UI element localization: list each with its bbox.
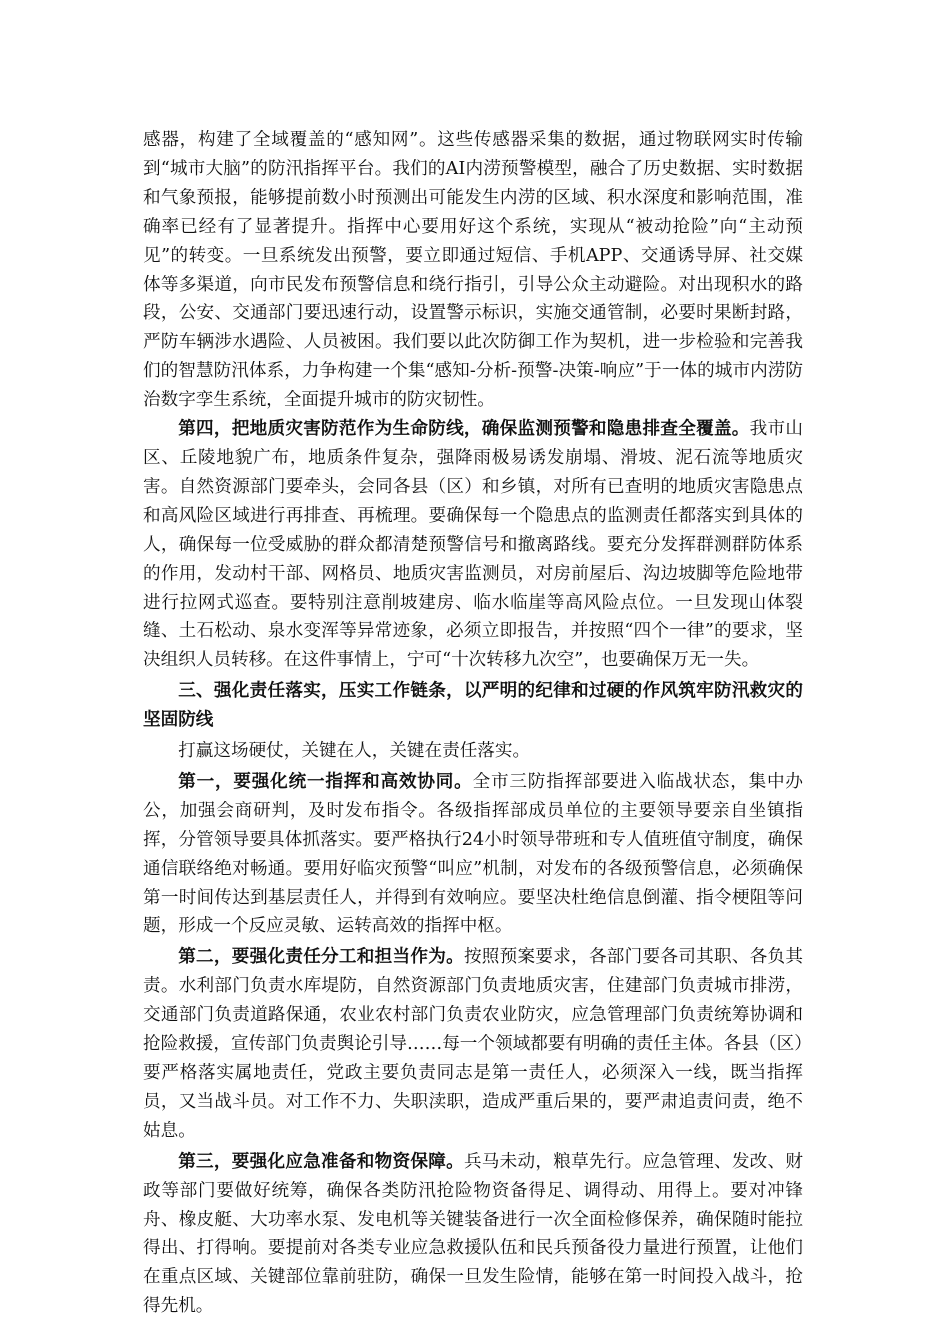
paragraph-text: 我市山区、丘陵地貌广布，地质条件复杂，强降雨极易诱发崩塌、滑坡、泥石流等地质灾害。自然资源部门要牵头，会同各县（区）和乡镇，对所有已查明的地质灾害隐患点和高风险区域进行再排查、再梳理。要确保每一个隐患点的监测责任都落实到具体的人，确保每一位受威胁的群众都清楚预警信号和撤离路线。要充分发挥群测群防体系的作用，发动村干部、网格员、地质灾害监测员，对房前屋后、沟边坡脚等危险地带进行拉网式巡查。要特别注意削坡建房、临水临崖等高风险点位。一旦发现山体裂缝、土石松动、泉水变浑等异常迹象，必须立即报告，并按照“四个一律”的要求，坚决组织人员转移。在这件事情上，宁可“十次转移九次空”，也要确保万无一失。 [143,419,803,671]
paragraph-text: 全市三防指挥部要进入临战状态，集中办公，加强会商研判，及时发布指令。各级指挥部成员单位的主要领导要亲自坐镇指挥，分管领导要具体抓落实。要严格执行24小时领导带班和专人值班值守制度，确保通信联络绝对畅通。要用好临灾预警“叫应”机制，对发布的各级预警信息，必须确保第一时间传达到基层责任人，并得到有效响应。要坚决杜绝信息倒灌、指令梗阻等问题，形成一个反应灵敏、运转高效的指挥中枢。 [143,771,803,937]
paragraph-responsibility-intro [143,737,803,766]
paragraph-emergency-preparedness [143,1148,803,1321]
paragraph-heading: 第二，要强化责任分工和担当作为。 [178,946,464,968]
section-heading-three [143,677,803,735]
paragraph-text: 按照预案要求，各部门要各司其职、各负其责。水利部门负责水库堤防，自然资源部门负责地质灾害，住建部门负责城市排涝，交通部门负责道路保通，农业农村部门负责农业防灾，应急管理部门负责统筹协调和抢险救援，宣传部门负责舆论引导……每一个领域都要有明确的责任主体。各县（区）要严格落实属地责任，党政主要负责同志是第一责任人，必须深入一线，既当指挥员，又当战斗员。对工作不力、失职渎职，造成严重后果的，要严肃追责问责，绝不姑息。 [143,947,803,1141]
paragraph-unified-command [143,768,803,941]
paragraph-heading: 第一，要强化统一指挥和高效协同。 [178,770,473,792]
paragraph-text: 打赢这场硬仗，关键在人，关键在责任落实。 [178,741,531,762]
paragraph-heading: 第四，把地质灾害防范作为生命防线，确保监测预警和隐患排查全覆盖。 [178,418,750,440]
paragraph-heading: 第三，要强化应急准备和物资保障。 [178,1150,464,1172]
paragraph-text: 感器，构建了全域覆盖的“感知网”。这些传感器采集的数据，通过物联网实时传输到“城市大脑”的防汛指挥平台。我们的AI内涝预警模型，融合了历史数据、实时数据和气象预报，能够提前数小时预测出可能发生内涝的区域、积水深度和影响范围，准确率已经有了显著提升。指挥中心要用好这个系统，实现从“被动抢险”向“主动预见”的转变。一旦系统发出预警，要立即通过短信、手机APP、交通诱导屏、社交媒体等多渠道，向市民发布预警信息和绕行指引，引导公众主动避险。对出现积水的路段，公安、交通部门要迅速行动，设置警示标识，实施交通管制，必要时果断封路，严防车辆涉水遇险、人员被困。我们要以此次防御工作为契机，进一步检验和完善我们的智慧防汛体系，力争构建一个集“感知-分析-预警-决策-响应”于一体的城市内涝防治数字孪生系统，全面提升城市的防灾韧性。 [143,130,803,411]
document-page [143,126,803,1321]
paragraph-text: 兵马未动，粮草先行。应急管理、发改、财政等部门要做好统筹，确保各类防汛抢险物资备得足、调得动、用得上。要对冲锋舟、橡皮艇、大功率水泵、发电机等关键装备进行一次全面检修保养，确保随时能拉得出、打得响。要提前对各类专业应急救援队伍和民兵预备役力量进行预置，让他们在重点区域、关键部位靠前驻防，确保一旦发生险情，能够在第一时间投入战斗，抢得先机。 [143,1151,803,1317]
paragraph-responsibility-division [143,943,803,1145]
paragraph-smart-flood-system [143,126,803,415]
paragraph-geological-hazards [143,415,803,675]
section-heading-text: 三、强化责任落实，压实工作链条，以严明的纪律和过硬的作风筑牢防汛救灾的坚固防线 [143,680,803,731]
